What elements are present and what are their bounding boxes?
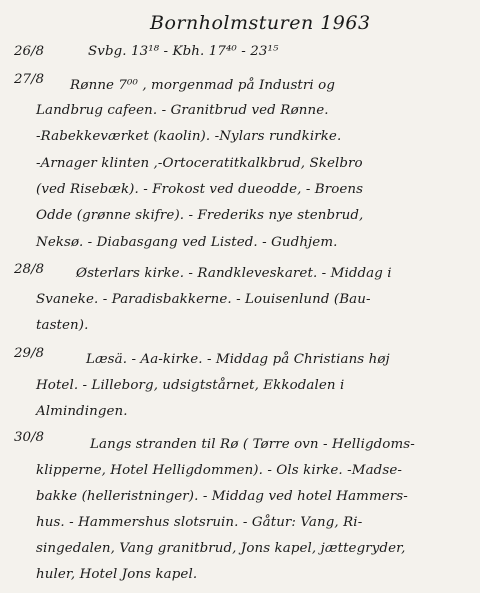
entry-date: 27/8 [14,72,45,87]
entry-date: 26/8 [14,44,45,59]
page-title: Bornholmsturen 1963 [150,12,371,34]
entry-date: 29/8 [14,346,45,361]
entry-date: 30/8 [14,430,45,445]
entry-line: Læsä. - Aa-kirke. - Middag på Christians høj [86,352,390,367]
entry-line: Rønne 7⁰⁰ , morgenmad på Industri og [70,78,335,93]
entry-line: Landbrug cafeen. - Granitbrud ved Rønne. [36,103,329,118]
entry-line: -Arnager klinten ,-Ortoceratitkalkbrud, Skelbro [36,156,363,171]
entry-date: 28/8 [14,262,45,277]
entry-line: Odde (grønne skifre). - Frederiks nye stenbrud, [36,208,364,223]
entry-line: Østerlars kirke. - Randkleveskaret. - Middag i [76,266,392,281]
entry-line: Hotel. - Lilleborg, udsigtstårnet, Ekkodalen i [36,378,345,393]
entry-line: Neksø. - Diabasgang ved Listed. - Gudhjem. [36,235,338,250]
entry-line: hus. - Hammershus slotsruin. - Gåtur: Vang, Ri- [36,515,363,530]
entry-line: klipperne, Hotel Helligdommen). - Ols kirke. -Madse- [36,463,402,478]
entry-line: Almindingen. [36,404,128,419]
entry-line: bakke (helleristninger). - Middag ved hotel Hammers- [36,489,408,504]
entry-line: (ved Risebæk). - Frokost ved dueodde, - Broens [36,182,364,197]
entry-line: singedalen, Vang granitbrud, Jons kapel, jættegryder, [36,541,406,556]
entry-line: Langs stranden til Rø ( Tørre ovn - Helligdoms- [90,437,415,452]
entry-line: Svbg. 13¹⁸ - Kbh. 17⁴⁰ - 23¹⁵ [88,44,279,59]
entry-line: tasten). [36,318,89,333]
entry-line: -Rabekkeværket (kaolin). -Nylars rundkirke. [36,129,342,144]
entry-line: Svaneke. - Paradisbakkerne. - Louisenlund (Bau- [36,292,371,307]
entry-line: huler, Hotel Jons kapel. [36,567,198,582]
